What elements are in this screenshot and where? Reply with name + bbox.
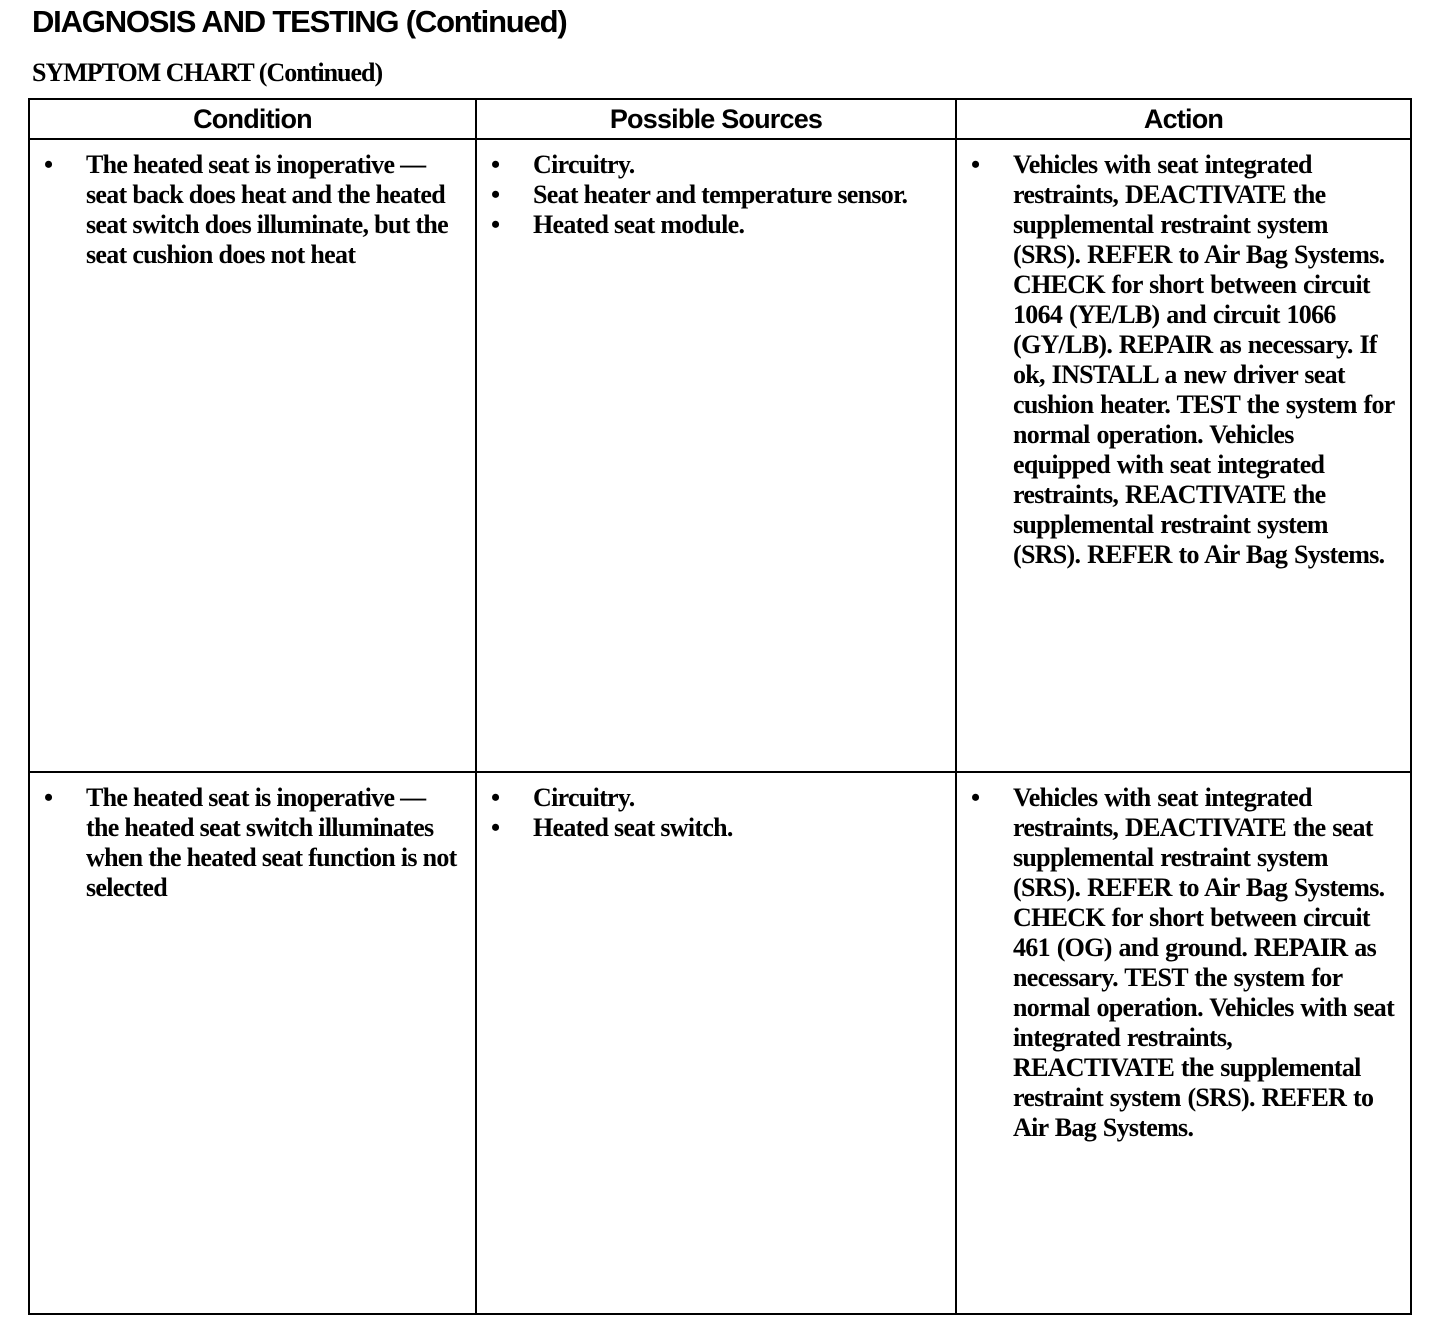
source-item <box>477 150 941 180</box>
action-item <box>957 150 1396 570</box>
sources-cell <box>476 772 956 1314</box>
source-item <box>477 813 941 843</box>
bullet-icon: • <box>971 150 980 179</box>
condition-text: The heated seat is inoperative — seat back does heat and the heated seat switch does illuminate, but the seat cushion does not heat <box>86 150 448 269</box>
bullet-icon: • <box>971 783 980 812</box>
sources-cell <box>476 139 956 772</box>
source-text: Heated seat switch. <box>533 813 733 842</box>
bullet-icon: • <box>491 180 500 209</box>
condition-text: The heated seat is inoperative — the heated seat switch illuminates when the heated seat function is not selected <box>86 783 457 902</box>
bullet-icon: • <box>44 150 53 179</box>
table-header-row <box>29 99 1411 139</box>
chart-title: SYMPTOM CHART (Continued) <box>32 58 383 87</box>
header-possible-sources: Possible Sources <box>476 99 956 139</box>
action-cell <box>956 772 1411 1314</box>
action-cell <box>956 139 1411 772</box>
bullet-icon: • <box>491 150 500 179</box>
bullet-icon: • <box>491 783 500 812</box>
table-row <box>29 772 1411 1314</box>
condition-item <box>30 783 461 903</box>
source-text: Heated seat module. <box>533 210 745 239</box>
source-text: Circuitry. <box>533 150 635 179</box>
bullet-icon: • <box>491 813 500 842</box>
page-title: DIAGNOSIS AND TESTING (Continued) <box>32 4 567 39</box>
condition-cell <box>29 139 476 772</box>
symptom-chart-table <box>28 98 1412 1315</box>
condition-item <box>30 150 461 270</box>
source-item <box>477 180 941 210</box>
bullet-icon: • <box>491 210 500 239</box>
header-condition: Condition <box>29 99 476 139</box>
header-action: Action <box>956 99 1411 139</box>
action-text: Vehicles with seat integrated restraints, DEACTIVATE the supplemental restraint system (SRS). REFER to Air Bag Systems. CHECK for short between circuit 1064 (YE/LB) and circuit 1066 (GY/LB). REPAIR as necessary. If ok, INSTALL a new driver seat cushion heater. TEST the system for normal operation. Vehicles equipped with seat integrated restraints, REACTIVATE the supplemental restraint system (SRS). REFER to Air Bag Systems. <box>1013 150 1395 569</box>
table-row <box>29 139 1411 772</box>
bullet-icon: • <box>44 783 53 812</box>
source-text: Circuitry. <box>533 783 635 812</box>
source-text: Seat heater and temperature sensor. <box>533 180 908 209</box>
condition-cell <box>29 772 476 1314</box>
source-item <box>477 210 941 240</box>
action-item <box>957 783 1396 1143</box>
action-text: Vehicles with seat integrated restraints, DEACTIVATE the seat supplemental restraint system (SRS). REFER to Air Bag Systems. CHECK for short between circuit 461 (OG) and ground. REPAIR as necessary. TEST the system for normal operation. Vehicles with seat integrated restraints, REACTIVATE the supplemental restraint system (SRS). REFER to Air Bag Systems. <box>1013 783 1395 1142</box>
source-item <box>477 783 941 813</box>
